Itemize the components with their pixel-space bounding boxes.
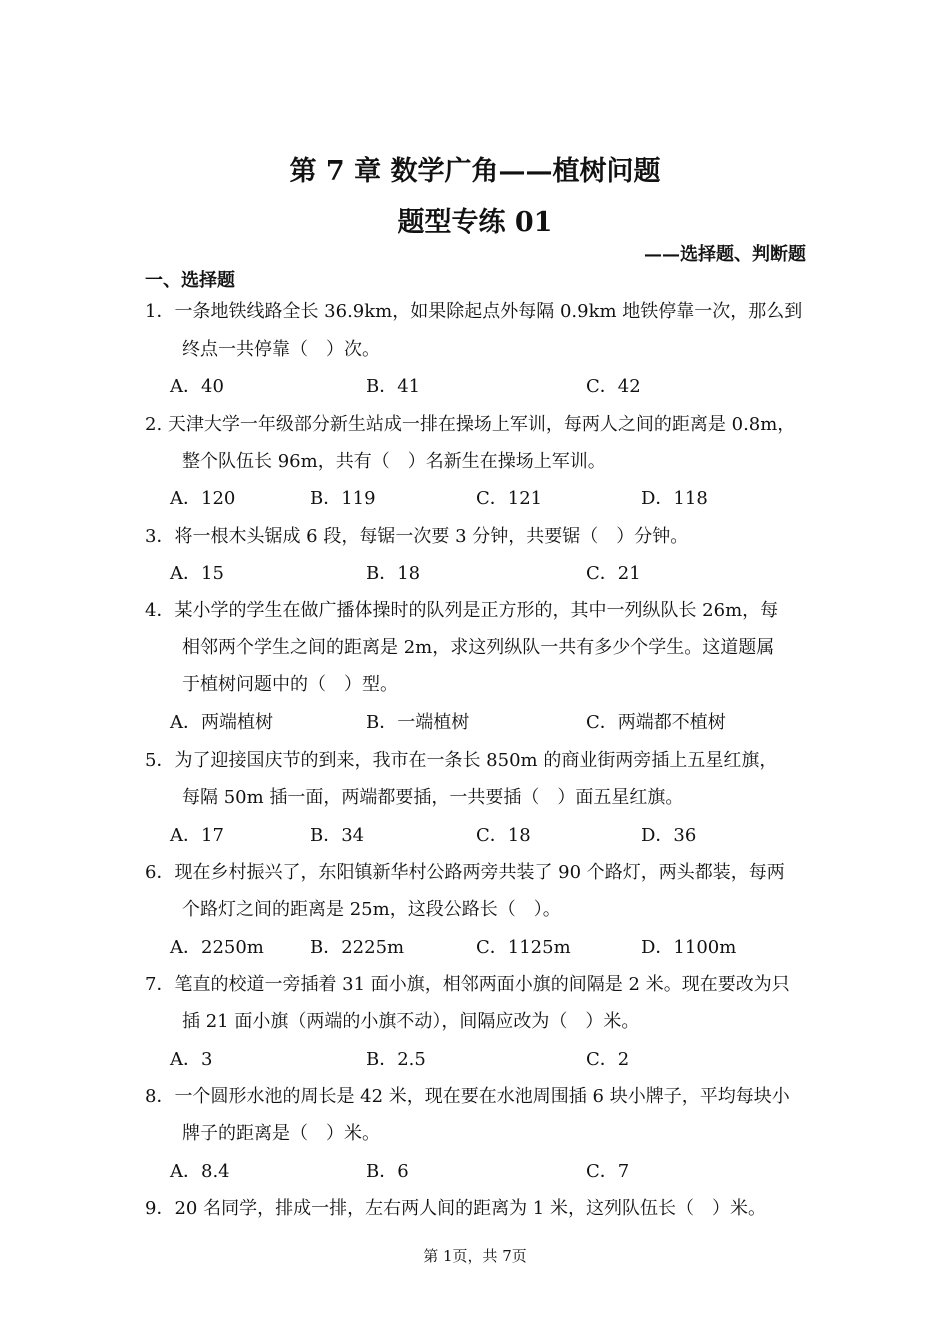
question-4-line-1: 4．某小学的学生在做广播体操时的队列是正方形的，其中一列纵队长 26m，每 [145,600,779,621]
question-8-option-b: B．6 [366,1161,409,1182]
question-2-option-c: C．121 [476,488,543,509]
question-8-line-1: 8．一个圆形水池的周长是 42 米，现在要在水池周围插 6 块小牌子，平均每块小 [145,1086,790,1107]
question-category: ——选择题、判断题 [644,244,806,265]
question-6-option-c: C．1125m [476,937,571,958]
question-8-option-a: A．8.4 [170,1161,230,1182]
question-9-line-1: 9．20 名同学，排成一排，左右两人间的距离为 1 米，这列队伍长（ ）米。 [145,1198,766,1219]
question-7-option-b: B．2.5 [366,1049,426,1070]
question-5-line-2: 每隔 50m 插一面，两端都要插，一共要插（ ）面五星红旗。 [182,787,684,808]
question-5-option-b: B．34 [310,825,365,846]
question-1-option-c: C．42 [586,376,641,397]
question-3-option-c: C．21 [586,563,641,584]
question-3-option-a: A．15 [170,563,224,584]
page-title: 第 7 章 数学广角——植树问题 [289,156,661,187]
question-2-line-2: 整个队伍长 96m，共有（ ）名新生在操场上军训。 [182,451,606,472]
question-8-line-2: 牌子的距离是（ ）米。 [182,1123,380,1144]
question-4-option-a: A．两端植树 [170,712,273,733]
page-number-footer: 第 1页，共 7页 [423,1247,527,1265]
page-subtitle: 题型专练 01 [397,207,553,238]
section-heading: 一、选择题 [145,270,235,291]
question-7-line-2: 插 21 面小旗（两端的小旗不动），间隔应改为（ ）米。 [182,1011,640,1032]
question-7-option-a: A．3 [170,1049,213,1070]
question-5-option-a: A．17 [170,825,224,846]
question-1-option-a: A．40 [170,376,224,397]
question-1-option-b: B．41 [366,376,421,397]
question-2-option-d: D．118 [641,488,708,509]
question-6-option-b: B．2225m [310,937,405,958]
question-8-option-c: C．7 [586,1161,630,1182]
question-6-line-1: 6．现在乡村振兴了，东阳镇新华村公路两旁共装了 90 个路灯，两头都装，每两 [145,862,785,883]
question-4-option-c: C．两端都不植树 [586,712,726,733]
question-3-option-b: B．18 [366,563,421,584]
question-4-option-b: B．一端植树 [366,712,470,733]
question-1-line-1: 1．一条地铁线路全长 36.9km，如果除起点外每隔 0.9km 地铁停靠一次，那么到 [145,301,803,322]
question-7-line-1: 7．笔直的校道一旁插着 31 面小旗，相邻两面小旗的间隔是 2 米。现在要改为只 [145,974,790,995]
question-1-line-2: 终点一共停靠（ ）次。 [182,339,380,360]
question-6-option-a: A．2250m [170,937,264,958]
question-6-option-d: D．1100m [641,937,737,958]
question-4-line-3: 于植树问题中的（ ）型。 [182,674,398,695]
question-6-line-2: 个路灯之间的距离是 25m，这段公路长（ ）。 [182,899,561,920]
question-2-option-a: A．120 [170,488,236,509]
question-5-option-d: D．36 [641,825,697,846]
question-2-line-1: 2. 天津大学一年级部分新生站成一排在操场上军训，每两人之间的距离是 0.8m， [145,414,796,435]
question-7-option-c: C．2 [586,1049,630,1070]
question-4-line-2: 相邻两个学生之间的距离是 2m，求这列纵队一共有多少个学生。这道题属 [182,637,775,658]
question-5-line-1: 5．为了迎接国庆节的到来，我市在一条长 850m 的商业街两旁插上五星红旗， [145,750,778,771]
question-3-line-1: 3．将一根木头锯成 6 段，每锯一次要 3 分钟，共要锯（ ）分钟。 [145,526,689,547]
question-2-option-b: B．119 [310,488,376,509]
question-5-option-c: C．18 [476,825,531,846]
